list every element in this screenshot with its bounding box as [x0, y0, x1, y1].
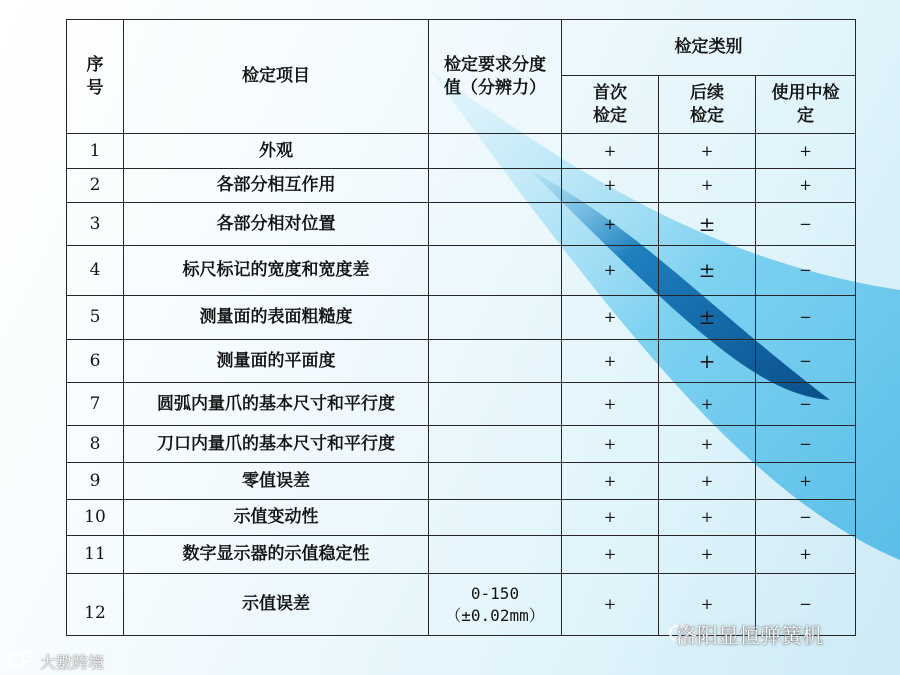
row-requirement: [429, 246, 562, 296]
table-row: [67, 203, 856, 246]
watermark-left: 大數跨境: [40, 653, 105, 672]
row-no: 12: [67, 574, 124, 636]
row-first: +: [562, 426, 659, 463]
row-no: 2: [67, 169, 124, 203]
row-item: 刀口内量爪的基本尺寸和平行度: [124, 426, 429, 463]
row-inuse: −: [756, 574, 856, 636]
table-row: [67, 426, 856, 463]
col-header-item: 检定项目: [124, 20, 429, 134]
row-inuse: −: [756, 296, 856, 340]
row-requirement: [429, 500, 562, 536]
row-requirement: [429, 426, 562, 463]
row-first: +: [562, 463, 659, 500]
row-first: +: [562, 169, 659, 203]
row-requirement: [429, 383, 562, 426]
row-no: 9: [67, 463, 124, 500]
row-inuse: −: [756, 203, 856, 246]
row-subsequent: ±: [659, 203, 756, 246]
row-no: 1: [67, 134, 124, 169]
table-row: [67, 536, 856, 574]
row-item: 测量面的表面粗糙度: [124, 296, 429, 340]
row-requirement: 0-150（±0.02mm）: [429, 574, 562, 636]
row-inuse: +: [756, 169, 856, 203]
row-inuse: −: [756, 340, 856, 383]
row-item: 标尺标记的宽度和宽度差: [124, 246, 429, 296]
col-header-requirement: 检定要求分度值（分辨力）: [429, 20, 562, 134]
row-subsequent: +: [659, 340, 756, 383]
table-row: [67, 383, 856, 426]
table-row: [67, 134, 856, 169]
brand-logo-icon: [6, 648, 40, 670]
row-inuse: −: [756, 426, 856, 463]
row-inuse: −: [756, 246, 856, 296]
row-subsequent: +: [659, 574, 756, 636]
row-first: +: [562, 383, 659, 426]
col-header-category: 检定类别: [562, 20, 856, 76]
row-item: 零值误差: [124, 463, 429, 500]
watermark-right: 洛阳显恒弹簧机: [676, 624, 823, 648]
table-row: [67, 169, 856, 203]
row-first: +: [562, 134, 659, 169]
col-header-inuse: 使用中检定: [756, 76, 856, 134]
row-inuse: +: [756, 134, 856, 169]
col-header-first: 首次检定: [562, 76, 659, 134]
row-no: 6: [67, 340, 124, 383]
row-no: 5: [67, 296, 124, 340]
row-no: 7: [67, 383, 124, 426]
col-header-no: 序号: [67, 20, 124, 134]
row-subsequent: +: [659, 169, 756, 203]
row-item: 示值误差: [124, 574, 429, 636]
header-row-top: [67, 20, 856, 76]
row-first: +: [562, 536, 659, 574]
row-item: 数字显示器的示值稳定性: [124, 536, 429, 574]
table-row: [67, 246, 856, 296]
row-requirement: [429, 296, 562, 340]
row-first: +: [562, 296, 659, 340]
row-requirement: [429, 340, 562, 383]
row-no: 11: [67, 536, 124, 574]
row-subsequent: +: [659, 463, 756, 500]
table-row: [67, 296, 856, 340]
row-item: 各部分相对位置: [124, 203, 429, 246]
row-requirement: [429, 169, 562, 203]
row-requirement: [429, 463, 562, 500]
row-first: +: [562, 246, 659, 296]
row-first: +: [562, 500, 659, 536]
row-subsequent: +: [659, 134, 756, 169]
row-first: +: [562, 574, 659, 636]
row-item: 各部分相互作用: [124, 169, 429, 203]
row-first: +: [562, 203, 659, 246]
row-no: 4: [67, 246, 124, 296]
table-row: [67, 463, 856, 500]
table-row: [67, 340, 856, 383]
row-no: 3: [67, 203, 124, 246]
row-requirement: [429, 203, 562, 246]
row-inuse: +: [756, 536, 856, 574]
row-item: 测量面的平面度: [124, 340, 429, 383]
row-first: +: [562, 340, 659, 383]
row-requirement: [429, 536, 562, 574]
table-row: [67, 500, 856, 536]
col-header-subsequent: 后续检定: [659, 76, 756, 134]
row-item: 圆弧内量爪的基本尺寸和平行度: [124, 383, 429, 426]
verification-table: [66, 19, 856, 636]
row-subsequent: +: [659, 426, 756, 463]
row-item: 示值变动性: [124, 500, 429, 536]
row-subsequent: ±: [659, 246, 756, 296]
row-subsequent: +: [659, 500, 756, 536]
row-subsequent: +: [659, 383, 756, 426]
row-item: 外观: [124, 134, 429, 169]
row-inuse: +: [756, 463, 856, 500]
row-no: 10: [67, 500, 124, 536]
row-subsequent: +: [659, 536, 756, 574]
row-no: 8: [67, 426, 124, 463]
row-requirement: [429, 134, 562, 169]
row-inuse: −: [756, 500, 856, 536]
row-subsequent: ±: [659, 296, 756, 340]
row-inuse: −: [756, 383, 856, 426]
